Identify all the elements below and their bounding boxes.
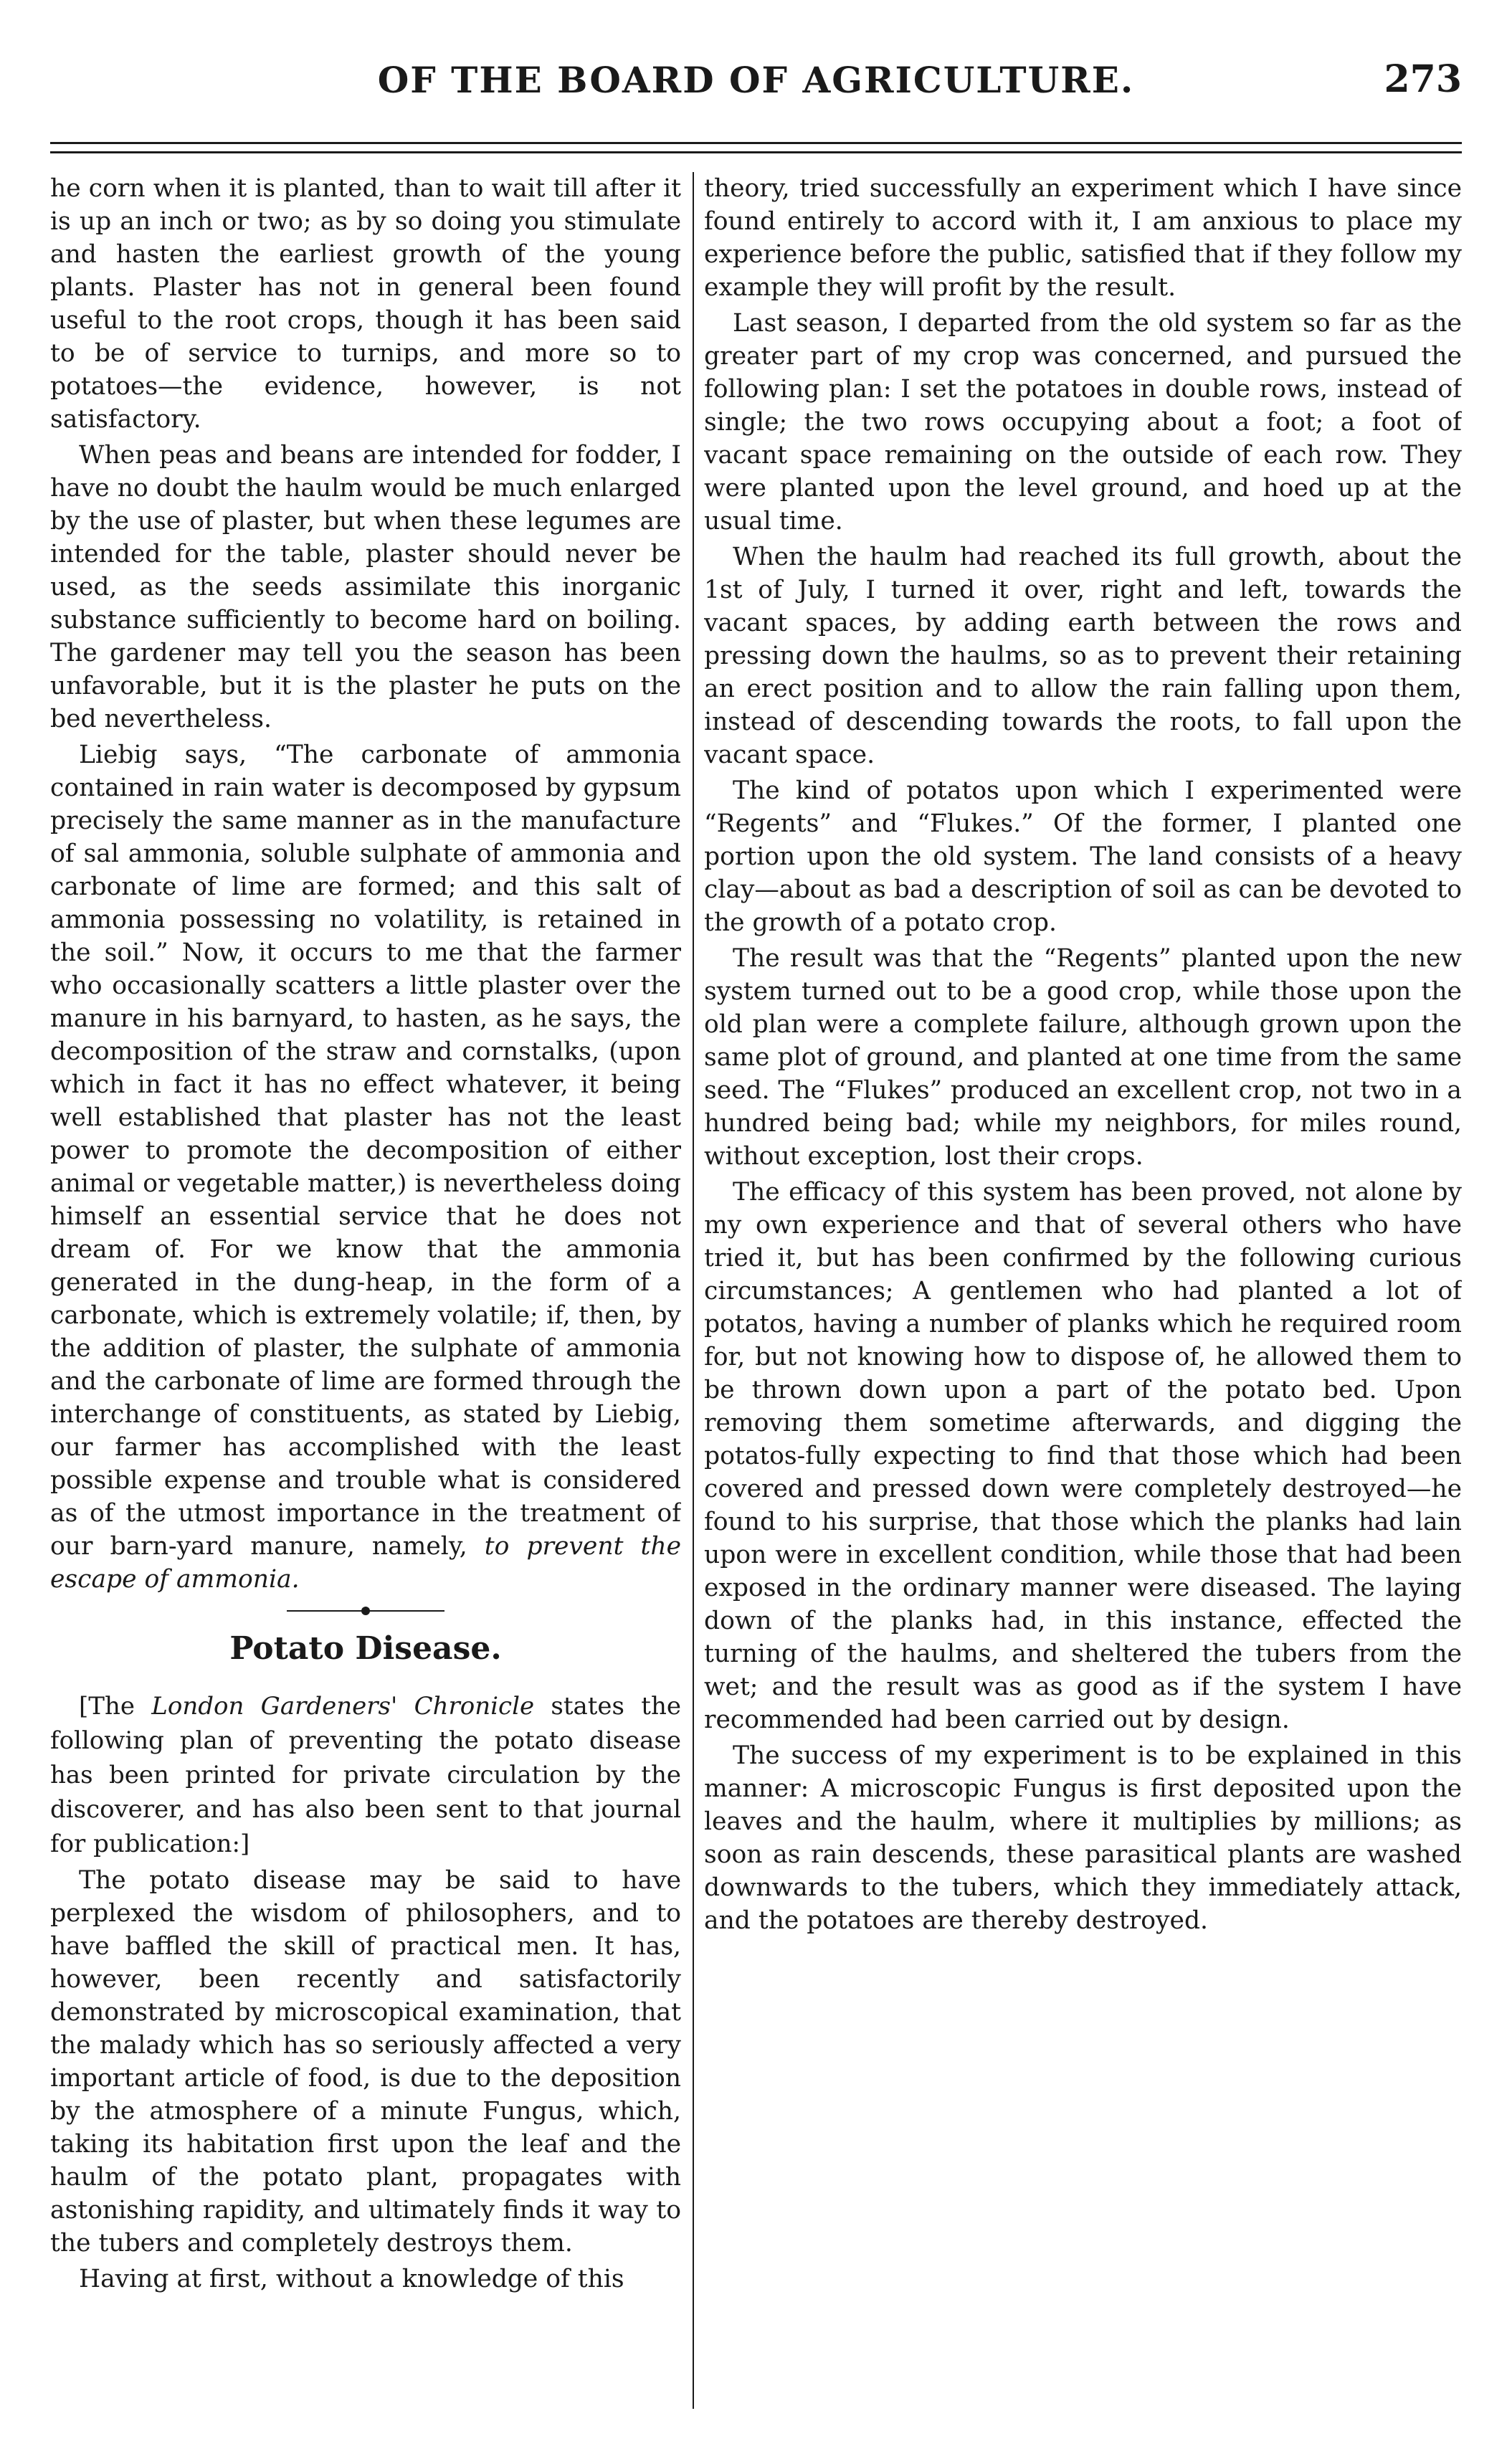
paragraph: The result was that the “Regents” planted upon the new system turned out to be a good crop, while those upon the old plan were a complete failure, although grown upon the same plot of ground, and planted at one time from the same seed. The “Flukes” produced an excellent crop, not two in a hundred being bad; while my neighbors, for miles round, without exception, lost their crops. [704,944,1462,1171]
page-header [50,50,1462,115]
italic-emphasis: to prevent the escape of ammonia. [50,1532,681,1594]
paragraph: Having at first, without a knowledge of this [79,2265,624,2293]
header-rule [50,142,1462,153]
left-column [50,172,681,2409]
column-divider [693,172,694,2409]
paragraph: The kind of potatos upon which I experimented were “Regents” and “Flukes.” Of the former, I planted one portion upon the old system. The land consists of a heavy clay—about as bad a description of soil as can be devoted to the growth of a potato crop. [704,776,1462,937]
intro-note [50,1689,681,1861]
right-column [704,172,1462,2409]
paragraph [50,738,681,1596]
section-title: Potato Disease. [229,1630,502,1667]
running-head: OF THE BOARD OF AGRICULTURE. [377,59,1135,101]
paragraph: Last season, I departed from the old system so far as the greater part of my crop was concerned, and pursued the following plan: I set the potatoes in double rows, instead of single; the two rows occupying about a foot; a foot of vacant space remaining on the outside of each row. They were planted upon the level ground, and hoed up at the usual time. [704,309,1462,536]
paragraph: theory, tried successfully an experiment which I have since found entirely to accord with it, I am anxious to place my experience before the public, satisfied that if they follow my example they will profit by the result. [704,174,1462,302]
text-columns [50,172,1462,2409]
paragraph: he corn when it is planted, than to wait till after it is up an inch or two; as by so doing you stimulate and hasten the earliest growth of the young plants. Plaster has not in general been found useful to the root crops, though it has been said to be of service to turnips, and more so to potatoes—the evidence, however, is not satisfactory. [50,174,681,434]
paragraph: When peas and beans are intended for fodder, I have no doubt the haulm would be much enlarged by the use of plaster, but when these legumes are intended for the table, plaster should never be used, as the seeds assimilate this inorganic substance sufficiently to become hard on boiling. The gardener may tell you the season has been unfavorable, but it is the plaster he puts on the bed nevertheless. [50,441,681,733]
journal-title: London Gardeners' Chronicle [151,1692,535,1721]
section-divider [287,1610,444,1612]
page-number: 273 [1384,57,1462,101]
intro-text: [The [79,1692,152,1721]
intro-text: states the following plan of preventing the potato disease has been printed for private circulation by the discoverer, and has also been sent to that journal for publication:] [50,1692,681,1858]
paragraph-text: Liebig says, “The carbonate of ammonia contained in rain water is decomposed by gypsum precisely the same manner as in the manufacture of sal ammonia, soluble sulphate of ammonia and carbonate of lime are formed; and this salt of ammonia possessing no volatility, is retained in the soil.” Now, it occurs to me that the farmer who occasionally scatters a little plaster over the manure in his barnyard, to hasten, as he says, the decomposition of the straw and cornstalks, (upon which in fact it has no effect whatever, it being well established that plaster has not the least power to promote the decomposition of either animal or vegetable matter,) is nevertheless doing himself an essential service that he does not dream of. For we know that the ammonia generated in the dung-heap, in the form of a carbonate, which is extremely volatile; if, then, by the addition of plaster, the sulphate of ammonia and the carbonate of lime are formed through the interchange of constituents, as stated by Liebig, our farmer has accomplished with the least possible expense and trouble what is considered as of the utmost importance in the treatment of our barn-yard manure, namely, [50,741,681,1561]
paragraph: The efficacy of this system has been proved, not alone by my own experience and that of several others who have tried it, but has been confirmed by the following curious circumstances; A gentlemen who had planted a lot of potatos, having a number of planks which he required room for, but not knowing how to dispose of, he allowed them to be thrown down upon a part of the potato bed. Upon removing them sometime afterwards, and digging the potatos-fully expecting to find that those which had been covered and pressed down were completely destroyed—he found to his surprise, that those which the planks had lain upon were in excellent condition, while those that had been exposed in the ordinary manner were diseased. The laying down of the planks had, in this instance, effected the turning of the haulms, and sheltered the tubers from the wet; and the result was as good as if the system I have recommended had been carried out by design. [704,1178,1462,1734]
paragraph: When the haulm had reached its full growth, about the 1st of July, I turned it over, right and left, towards the vacant spaces, by adding earth between the rows and pressing down the haulms, so as to prevent their retaining an erect position and to allow the rain falling upon them, instead of descending towards the roots, to fall upon the vacant space. [704,543,1462,769]
paragraph: The success of my experiment is to be explained in this manner: A microscopic Fungus is first deposited upon the leaves and the haulm, where it multiplies by millions; as soon as rain descends, these parasitical plants are washed downwards to the tubers, which they immediately attack, and the potatoes are thereby destroyed. [704,1741,1462,1935]
paragraph: The potato disease may be said to have perplexed the wisdom of philosophers, and to have baffled the skill of practical men. It has, however, been recently and satisfactorily demonstrated by microscopical examination, that the malady which has so seriously affected a very important article of food, is due to the deposition by the atmosphere of a minute Fungus, which, taking its habitation first upon the leaf and the haulm of the potato plant, propagates with astonishing rapidity, and ultimately finds it way to the tubers and completely destroys them. [50,1866,681,2258]
